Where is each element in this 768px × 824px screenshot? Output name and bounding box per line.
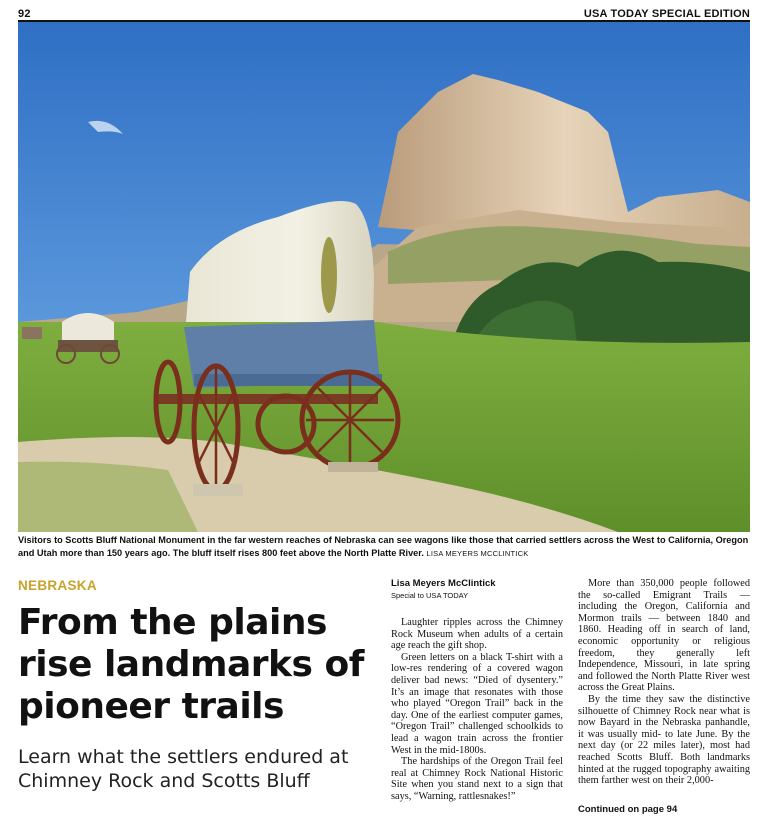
headline: From the plains rise landmarks of pioneer trails bbox=[18, 602, 364, 727]
page-number: 92 bbox=[18, 8, 31, 20]
photo-caption bbox=[18, 534, 750, 560]
caption-text: Visitors to Scotts Bluff National Monument in the far western reaches of Nebraska can see wagons like those that carried settlers across the West to California, Oregon and Utah more than 150 years ago. The bluff itself rises 800 feet above the North Platte River. bbox=[18, 535, 749, 558]
paragraph: Laughter ripples across the Chimney Rock Museum when adults of a certain age reach the gift shop. bbox=[391, 617, 563, 652]
paragraph: Green letters on a black T-shirt with a low-res rendering of a covered wagon deliver bad news: “Died of dysentery.” It’s an image that resonates with those who played “Oregon Trail” back in the day. One of the earliest computer games, “Oregon Trail” challenged schoolkids to lead a wagon train across the frontier West in the mid-1800s. bbox=[391, 651, 563, 756]
byline-affiliation: Special to USA TODAY bbox=[391, 591, 469, 600]
subheadline: Learn what the settlers endured at Chimney Rock and Scotts Bluff bbox=[18, 746, 349, 792]
continued-link[interactable]: Continued on page 94 bbox=[578, 803, 678, 815]
publication-name: USA TODAY SPECIAL EDITION bbox=[583, 8, 750, 20]
page-header bbox=[18, 8, 750, 20]
paragraph: By the time they saw the distinctive silhouette of Chimney Rock near what is now Bayard in the Nebraska panhandle, it was usually mid- to late June. By the next day (or 22 miles later), most had reached Scotts Bluff. Both landmarks hinted at the rugged topography awaiting them farther west on their 2,000- bbox=[578, 693, 750, 787]
byline: Lisa Meyers McClintick bbox=[391, 578, 496, 589]
paragraph: The hardships of the Oregon Trail feel real at Chimney Rock National Historic Site when you stand next to a sign that says, “Warning, rattlesnakes!” bbox=[391, 756, 563, 802]
section-kicker: NEBRASKA bbox=[18, 578, 97, 593]
article-column-2 bbox=[578, 578, 750, 815]
wagon-photo bbox=[18, 22, 750, 532]
photo-credit: LISA MEYERS MCCLINTICK bbox=[426, 548, 529, 558]
article-column-1 bbox=[391, 578, 563, 803]
paragraph: More than 350,000 people followed the so-called Emigrant Trails — including the Oregon, California and Mormon trails — between 1840 and 1860. Heading off in search of land, economic opportunity or religious freedom, they generally left Independence, Missouri, in late spring and followed the North Platte River west across the Great Plains. bbox=[578, 578, 750, 694]
